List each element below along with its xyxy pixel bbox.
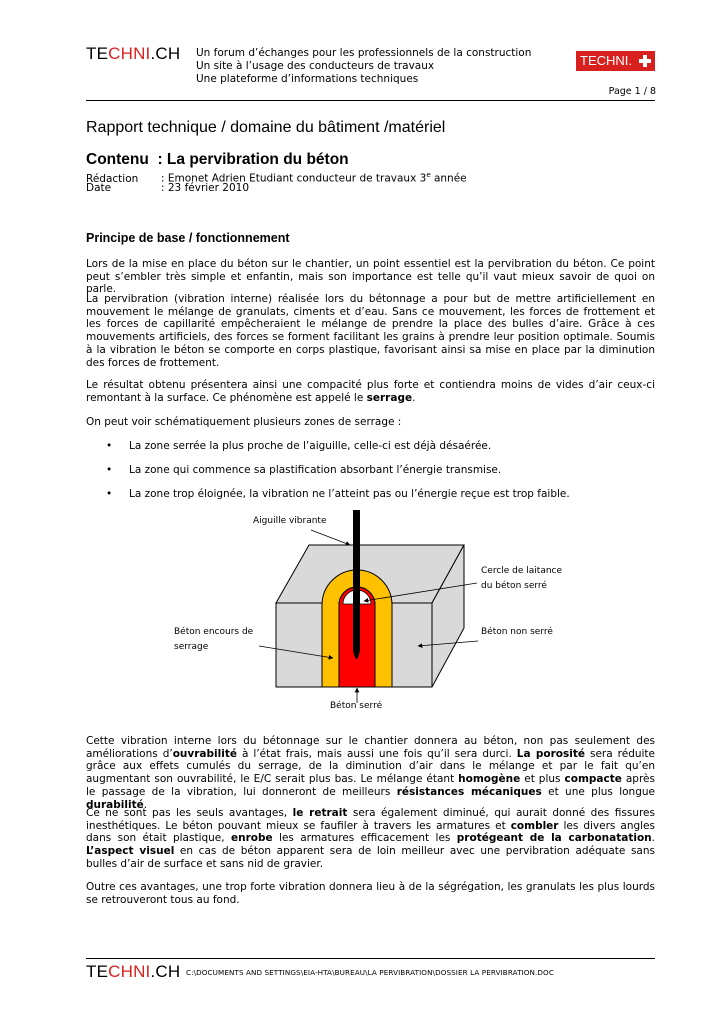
content-title: Contenu : La pervibration du béton: [86, 151, 349, 168]
needle: [353, 510, 360, 659]
paragraph-intro: Lors de la mise en place du béton sur le chantier, un point essentiel est la pervibration du béton. Ce point peut s’embler très simple et enfantin, mais son importance est telle qu’il vaut mieux savoir de quoi on parle.: [86, 258, 655, 296]
site-logo[interactable]: TECHNI.CH: [86, 44, 181, 63]
paragraph-zones-intro: On peut voir schématiquement plusieurs zones de serrage :: [86, 416, 402, 428]
paragraph-definition: La pervibration (vibration interne) réalisée lors du bétonnage a pour but de mettre artificiellement en mouvement le mélange de granulats, ciments et d’eau. Sans ce mouvement, les forces de frottement et les forces de capillarité empêcheraient le mélange de prendre la place des bulles d’aire. Grâce à ces mouvements artificiels, des forces se forment facilitant les grains à prendre leur position optimale. Soumis à la vibration le béton se comporte en corps plastique, favorisant ainsi sa mise en place par la diminution des forces de frottement.: [86, 293, 655, 369]
paragraph-result: Le résultat obtenu présentera ainsi une compacité plus forte et contiendra moins de vides d’air ceux-ci remontant à la surface. Ce phénomène est appelé le serrage.: [86, 379, 655, 404]
report-title: Rapport technique / domaine du bâtiment /matériel: [86, 119, 446, 136]
redaction-line: Rédaction : Emonet Adrien Etudiant conducteur de travaux 3e année: [86, 171, 467, 185]
section-heading: Principe de base / fonctionnement: [86, 231, 290, 245]
pervibration-diagram: [150, 500, 570, 725]
paragraph-advantages: Cette vibration interne lors du bétonnage sur le chantier donnera au béton, non pas seulement des améliorations d’ouvrabilité à l’état frais, mais aussi une fois qu’il sera durci. La porosité sera réduite grâce aux effets cumulés du serrage, de la diminution d’air dans le mélange et par le fait qu’en augmentant son ouvrabilité, le E/C serait plus bas. Le mélange étant homogène et plus compacte après le passage de la vibration, lui donneront de meilleurs résistances mécaniques et une plus longue durabilité.: [86, 735, 656, 811]
paragraph-segregation: Outre ces avantages, une trop forte vibration donnera lieu à de la ségrégation, les granulats les plus lourds se retrouveront tous au fond.: [86, 881, 655, 906]
label-encours: Béton encours de serrage: [174, 627, 254, 652]
footer-divider: [86, 958, 655, 959]
label-serre: Béton serré: [330, 701, 383, 711]
label-circle: Cercle de laitance du béton serré: [481, 566, 563, 591]
file-path: C:\DOCUMENTS AND SETTINGS\EIA-HTA\BUREAU\LA PERVIBRATION\DOSSIER LA PERVIBRATION.DOC: [186, 968, 554, 977]
swiss-cross-icon: [638, 54, 652, 68]
page-number: Page 1 / 8: [608, 86, 656, 97]
header-tagline: Un forum d’échanges pour les professionnels de la construction Un site à l’usage des conducteurs de travaux Une plateforme d’informations techniques: [196, 47, 532, 85]
paragraph-more-advantages: Ce ne sont pas les seuls avantages, le retrait sera également diminué, qui aurait donné des fissures inesthétiques. Le béton pouvant mieux se faufiler à travers les armatures et combler les divers angles dans son était plastique, enrobe les armatures efficacement les protégeant de la carbonatation. L’aspect visuel en cas de béton apparent sera de loin meilleur avec une pervibration adéquate sans bulles d’air de surface et sans nid de gravier.: [86, 807, 656, 870]
label-nonserre: Béton non serré: [481, 627, 553, 637]
footer-logo[interactable]: TECHNI.CH: [86, 962, 181, 981]
list-item: • La zone trop éloignée, la vibration ne l’atteint pas ou l’énergie reçue est trop faible.: [106, 488, 570, 500]
date-line: Date : 23 février 2010: [86, 182, 250, 194]
label-needle: Aiguille vibrante: [253, 516, 327, 526]
list-item: • La zone serrée la plus proche de l’aiguille, celle-ci est déjà désaérée.: [106, 440, 492, 452]
techni-badge: TECHNI.: [576, 51, 655, 71]
list-item: • La zone qui commence sa plastification absorbant l’énergie transmise.: [106, 464, 502, 476]
header-divider: [86, 100, 655, 101]
